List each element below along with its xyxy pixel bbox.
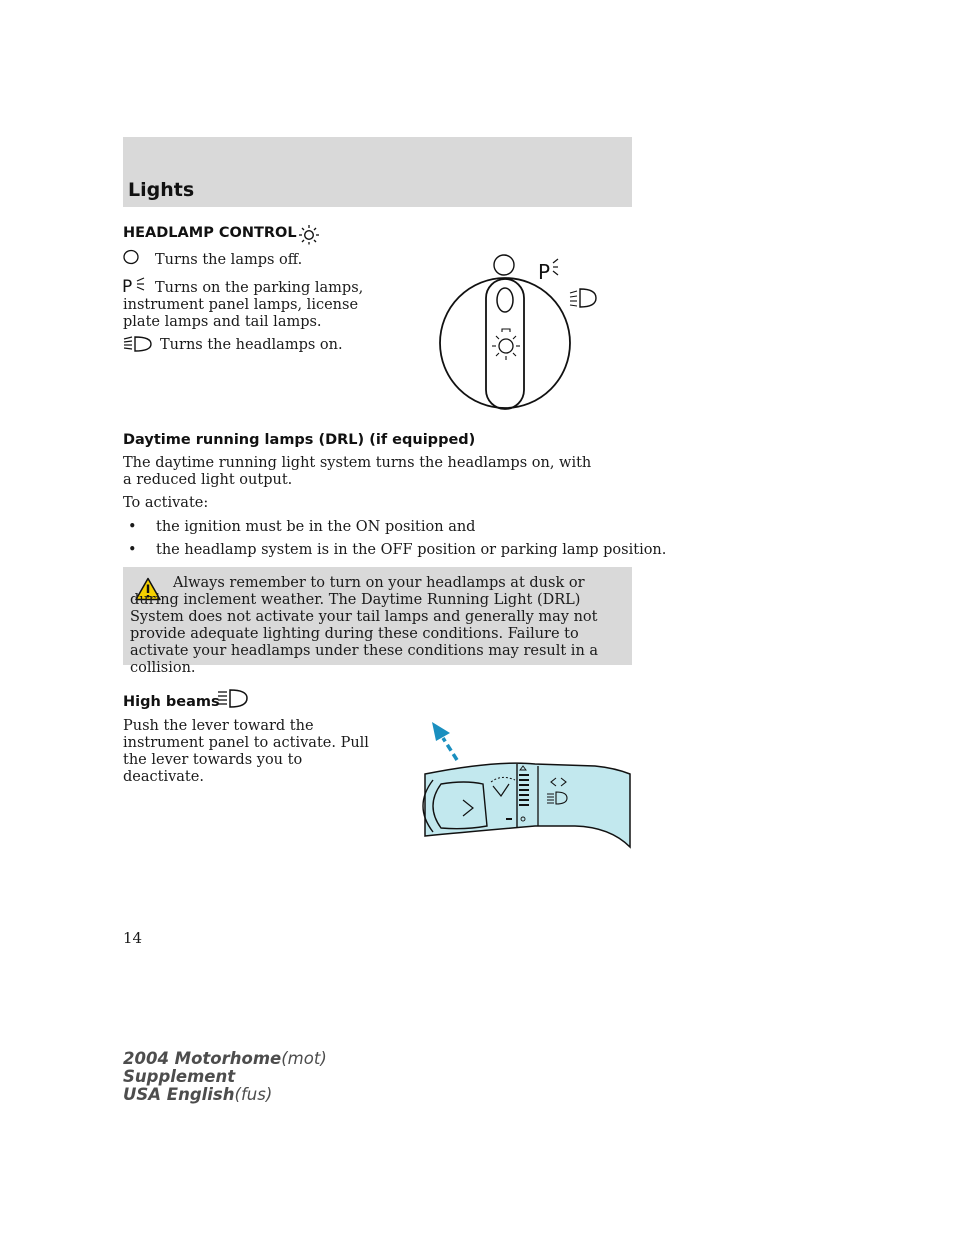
section-header bbox=[123, 137, 632, 207]
lamps-off-text: Turns the lamps off. bbox=[155, 252, 303, 268]
section-title: Lights bbox=[128, 179, 195, 201]
drl-activate-label: To activate: bbox=[123, 495, 209, 511]
drl-heading: Daytime running lamps (DRL) (if equipped) bbox=[123, 432, 476, 448]
knob-headlamp-marker bbox=[570, 289, 596, 307]
drl-intro: The daytime running light system turns the headlamps on, with a reduced light output. bbox=[123, 455, 592, 488]
page-number: 14 bbox=[123, 929, 143, 947]
knob-handle bbox=[486, 279, 524, 409]
bullet-dot: • bbox=[128, 519, 137, 535]
push-direction-arrow bbox=[432, 722, 457, 760]
high-beams-heading: High beams bbox=[123, 694, 220, 710]
lamps-off-icon bbox=[123, 249, 143, 265]
knob-parking-rays bbox=[553, 259, 558, 275]
lever-knob bbox=[433, 782, 487, 829]
headlamp-sun-icon bbox=[297, 223, 321, 245]
bullet-dot: • bbox=[128, 542, 137, 558]
parking-lamp-text: Turns on the parking lamps, instrument panel lamps, license plate lamps and tail lamps. bbox=[123, 280, 364, 330]
warning-box bbox=[123, 567, 632, 676]
headlamp-on-text: Turns the headlamps on. bbox=[160, 337, 343, 353]
knob-parking-label: P bbox=[538, 260, 551, 284]
high-beams-text: Push the lever toward the instrument panel to activate. Pull the lever towards you to deactivate. bbox=[123, 718, 369, 785]
knob-indicator bbox=[497, 288, 513, 312]
svg-text:P: P bbox=[122, 277, 133, 296]
headlamp-control-heading: HEADLAMP CONTROL bbox=[123, 225, 297, 241]
knob-dial bbox=[440, 278, 570, 408]
headlamp-icon bbox=[123, 335, 153, 353]
headlamp-knob-diagram bbox=[420, 245, 620, 419]
lever-diagram bbox=[405, 722, 635, 856]
warning-text: Always remember to turn on your headlamps at dusk or during inclement weather. The Daytime Running Light (DRL) System does not activate your tail lamps and generally may not provide adequate lighting during these conditions. Failure to activate your headlamps under these conditions may result in a collision. bbox=[130, 575, 599, 676]
high-beam-icon bbox=[217, 688, 249, 710]
knob-off-marker bbox=[494, 255, 514, 275]
knob-sun-symbol bbox=[492, 329, 520, 360]
document-footer: 2004 Motorhome(mot) Supplement USA English(fus) bbox=[123, 1049, 327, 1104]
